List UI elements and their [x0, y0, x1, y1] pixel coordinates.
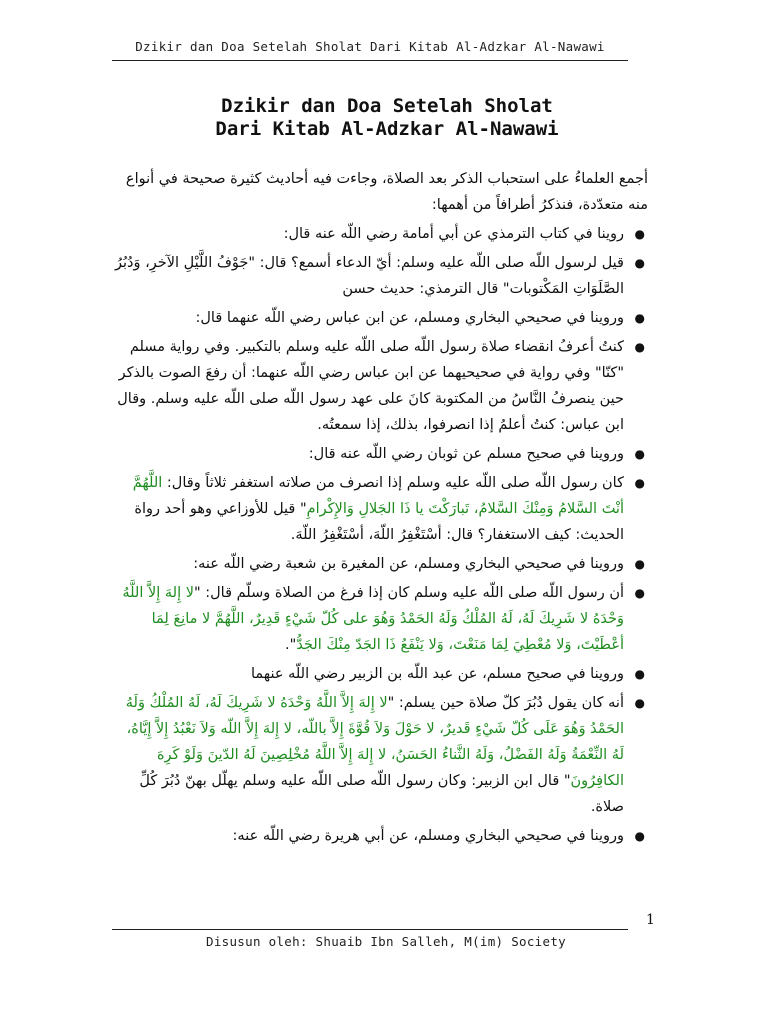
- narration-text: " قيل للأوزاعي وهو أحد رواة الحديث: كيف الاستغفار؟ قال: أسْتَغْفِرُ اللّهَ، أسْتَغْفِرُ اللّهَ.: [134, 501, 624, 543]
- list-item: [112, 250, 648, 302]
- bullet-icon: ●: [634, 476, 645, 490]
- narration-text: ".: [285, 637, 297, 653]
- narration-text: " قال ابن الزبير: وكان رسول اللّه صلى اللّه عليه وسلم يهلّل بهنّ دُبُرَ كُلِّ صلاة.: [139, 773, 624, 815]
- list-item: [112, 334, 648, 438]
- bullet-icon: ●: [634, 829, 645, 843]
- bullet-icon: ●: [634, 696, 645, 710]
- narration-text: أن رسول اللّه صلى اللّه عليه وسلم كان إذا فرغ من الصلاة وسلّم قال: ": [193, 585, 624, 601]
- narration-text: روينا في كتاب الترمذي عن أبي أمامة رضي اللّه عنه قال:: [283, 226, 624, 242]
- running-header: Dzikir dan Doa Setelah Sholat Dari Kitab Al-Adzkar Al-Nawawi: [135, 39, 605, 54]
- list-item: [112, 580, 648, 658]
- narration-text: كان رسول اللّه صلى اللّه عليه وسلم إذا انصرف من صلاته استغفر ثلاثاً وقال:: [162, 475, 624, 491]
- bullet-icon: ●: [634, 447, 645, 461]
- narration-text: أنه كان يقول دُبُرَ كلّ صلاة حين يسلم: ": [387, 695, 624, 711]
- narration-text: وروينا في صحيحي البخاري ومسلم، عن المغيرة بن شعبة رضي اللّه عنه:: [193, 556, 624, 572]
- intro-paragraph: أجمع العلماءُ على استحباب الذكر بعد الصلاة، وجاءت فيه أحاديث كثيرة صحيحة في أنواع منه متعدّدة، فنذكرُ أطرافاً من أهمها:: [125, 171, 648, 213]
- bullet-icon: ●: [634, 667, 645, 681]
- list-item: [112, 823, 648, 849]
- hadith-list: [112, 221, 648, 849]
- narration-text: وروينا في صحيح مسلم، عن عبد اللّه بن الزبير رضي اللّه عنهما: [250, 666, 624, 682]
- list-item: [112, 470, 648, 548]
- list-item: [112, 441, 648, 467]
- narration-text: وروينا في صحيح مسلم عن ثوبان رضي اللّه عنه قال:: [308, 446, 624, 462]
- footer-rule: [112, 929, 628, 930]
- bullet-icon: ●: [634, 340, 645, 354]
- bullet-icon: ●: [634, 557, 645, 571]
- title-line-2: Dari Kitab Al-Adzkar Al-Nawawi: [215, 118, 559, 140]
- dhikr-quote: لا إِلهَ إِلاَّ اللَّهُ وَحْدَهُ لا شَرِيكَ لَهُ، لَهُ المُلْكُ وَلَهُ الحَمْدُ وَهُوَ عَلَى كُلّ شَيْءٍ قَديرٌ، لا حَوْلَ وَلاَ قُوَّةَ إِلاَّ باللّه، لا إِلهَ إِلاَّ اللّه وَلاَ نَعْبُدُ إِلاَّ إِيَّاهُ، لَهُ النِّعْمَةُ وَلَهُ الفَضْلُ، وَلَهُ الثَّناءُ الحَسَنُ، لا إِلهَ إِلاَّ اللَّهُ مُخْلِصِينَ لَهُ الدّينَ وَلَوْ كَرِهَ الكافِرُونَ: [125, 695, 624, 789]
- title-line-1: Dzikir dan Doa Setelah Sholat: [221, 95, 553, 117]
- document-body: [112, 166, 648, 852]
- dhikr-quote: لا إِلهَ إِلاَّ اللَّهُ وَحْدَهُ لا شَرِيكَ لَهُ، لَهُ المُلْكُ وَلَهُ الحَمْدُ وَهُوَ على كُلّ شَيْءٍ قَدِيرٌ، اللَّهُمَّ لا مانِعَ لِمَا أعْطَيْتَ، وَلا مُعْطِيَ لِمَا مَنَعْتَ، وَلا يَنْفَعُ ذَا الجَدّ مِنْكَ الجَدُّ: [122, 585, 624, 653]
- bullet-icon: ●: [634, 256, 645, 270]
- narration-text: كنتُ أعرفُ انقضاء صلاة رسول اللّه صلى اللّه عليه وسلم بالتكبير. وفي رواية مسلم "كنّا" وفي رواية في صحيحيهما عن ابن عباس رضي اللّه عنهما: أن رفعَ الصوت بالذكر حين ينصرفُ النَّاسُ من المكتوبة كانَ على عهد رسول اللّه صلى اللّه عليه وسلم. وقال ابن عباس: كنتُ أعلمُ إذا انصرفوا، بذلك، إذا سمعتُه.: [117, 339, 624, 433]
- dhikr-quote: اللَّهُمَّ أنْتَ السَّلامُ وَمِنْكَ السَّلامُ، تَبارَكْتَ يا ذَا الجَلالِ وَالإِكْرامِ: [132, 475, 624, 517]
- narration-text: قيل لرسول اللّه صلى اللّه عليه وسلم: أيّ الدعاء أسمع؟ قال: "جَوْفُ اللَّيْلِ الآخرِ، وَدُبُرُ الصَّلَوَاتِ المَكْتوبات" قال الترمذي: حديث حسن: [114, 255, 624, 297]
- list-item: [112, 305, 648, 331]
- list-item: [112, 221, 648, 247]
- narration-text: وروينا في صحيحي البخاري ومسلم، عن ابن عباس رضي اللّه عنهما قال:: [195, 310, 624, 326]
- document-title: [112, 95, 662, 141]
- page-number: 1: [646, 912, 655, 928]
- list-item: [112, 661, 648, 687]
- footer-credit: Disusun oleh: Shuaib Ibn Salleh, M(im) Society: [206, 934, 566, 949]
- list-item: [112, 690, 648, 820]
- header-rule: [112, 60, 628, 61]
- bullet-icon: ●: [634, 311, 645, 325]
- list-item: [112, 551, 648, 577]
- bullet-icon: ●: [634, 227, 645, 241]
- narration-text: وروينا في صحيحي البخاري ومسلم، عن أبي هريرة رضي اللّه عنه:: [232, 828, 624, 844]
- bullet-icon: ●: [634, 586, 645, 600]
